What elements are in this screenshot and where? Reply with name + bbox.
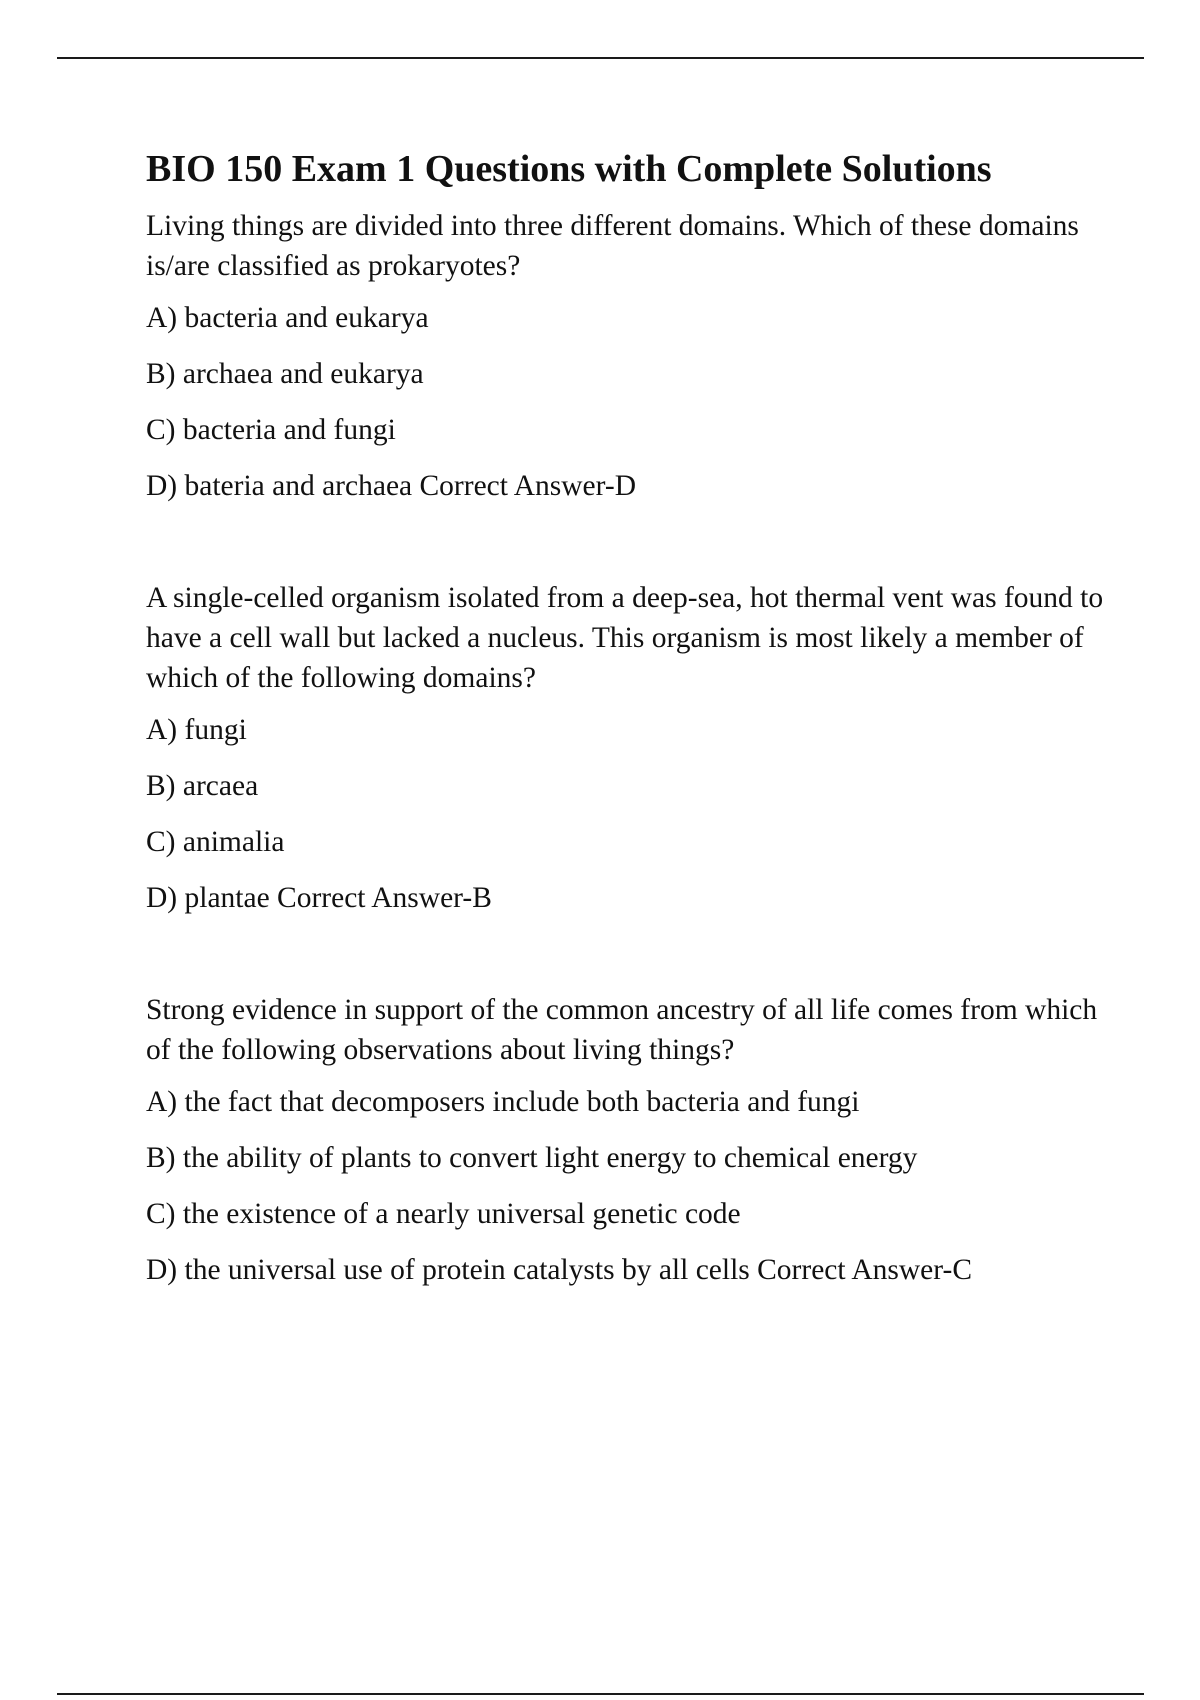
answer-option-d: D) the universal use of protein catalysts by all cells Correct Answer-C [146, 1254, 972, 1286]
document-body [146, 146, 1106, 1306]
answer-option-a: A) the fact that decomposers include both bacteria and fungi [146, 1086, 860, 1118]
answer-option-c: C) animalia [146, 826, 285, 858]
question-block-1 [146, 206, 1106, 506]
question-block-2 [146, 578, 1106, 918]
top-rule [57, 57, 1144, 59]
question-text: Living things are divided into three different domains. Which of these domains is/are classified as prokaryotes? [146, 210, 1079, 282]
answer-option-b: B) archaea and eukarya [146, 358, 424, 390]
document-title: BIO 150 Exam 1 Questions with Complete Solutions [146, 148, 992, 190]
question-text: Strong evidence in support of the common ancestry of all life comes from which of the following observations about living things? [146, 994, 1098, 1066]
answer-option-b: B) the ability of plants to convert light energy to chemical energy [146, 1142, 918, 1174]
question-text: A single-celled organism isolated from a deep-sea, hot thermal vent was found to have a cell wall but lacked a nucleus. This organism is most likely a member of which of the following domains? [146, 582, 1104, 694]
answer-option-c: C) bacteria and fungi [146, 414, 396, 446]
answer-option-d: D) bateria and archaea Correct Answer-D [146, 470, 637, 502]
answer-option-d: D) plantae Correct Answer-B [146, 882, 492, 914]
answer-option-a: A) fungi [146, 714, 247, 746]
bottom-rule [57, 1693, 1144, 1695]
answer-option-a: A) bacteria and eukarya [146, 302, 429, 334]
question-block-3 [146, 990, 1106, 1290]
answer-option-c: C) the existence of a nearly universal genetic code [146, 1198, 741, 1230]
answer-option-b: B) arcaea [146, 770, 259, 802]
